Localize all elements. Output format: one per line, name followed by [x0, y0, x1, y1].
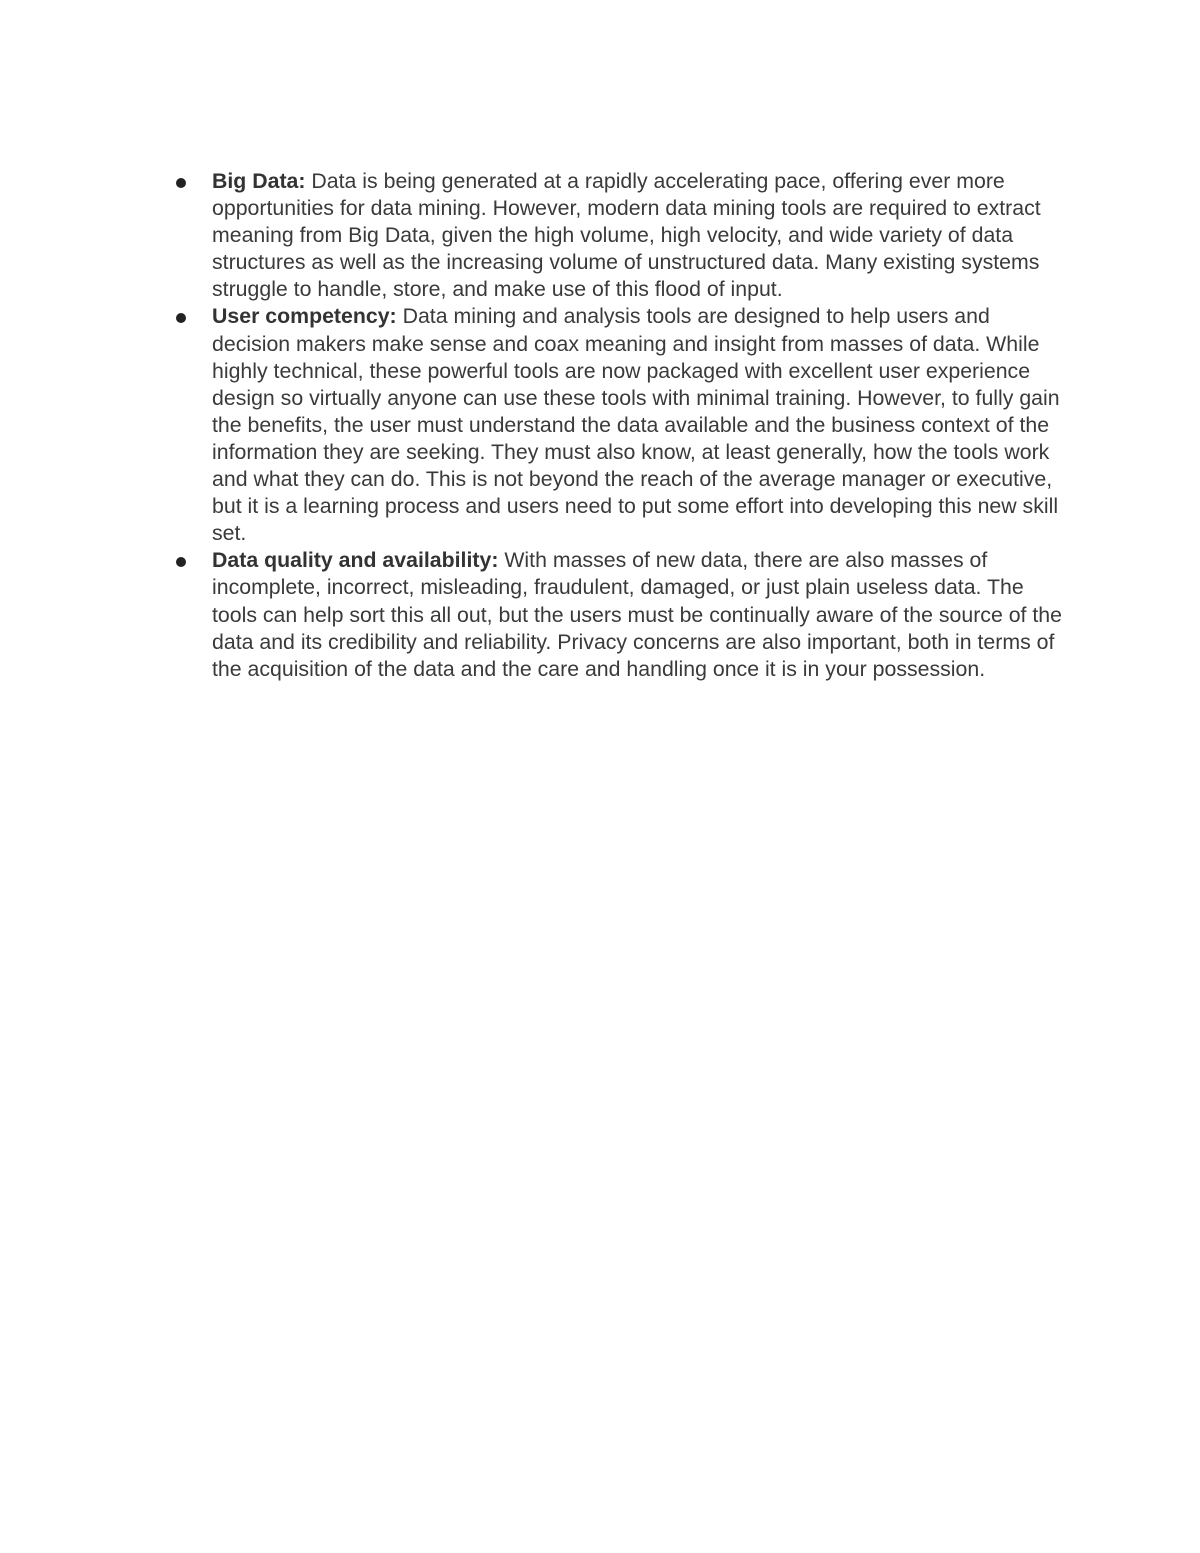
bullet-list: [172, 168, 1062, 683]
item-heading: User competency:: [212, 304, 397, 329]
item-body: Data is being generated at a rapidly accelerating pace, offering ever more opportunities for data mining. However, modern data mining tools are required to extract meaning from Big Data, given the high volume, high velocity, and wide variety of data structures as well as the increasing volume of unstructured data. Many existing systems struggle to handle, store, and make use of this flood of input.: [212, 169, 1041, 302]
bullet-icon: [176, 557, 186, 567]
list-item-big-data: [172, 168, 1062, 303]
item-heading: Data quality and availability:: [212, 548, 499, 573]
item-body: Data mining and analysis tools are designed to help users and decision makers make sense and coax meaning and insight from masses of data. While highly technical, these powerful tools are now packaged with excellent user experience design so virtually anyone can use these tools with minimal training. However, to fully gain the benefits, the user must understand the data available and the business context of the information they are seeking. They must also know, at least generally, how the tools work and what they can do. This is not beyond the reach of the average manager or executive, but it is a learning process and users need to put some effort into developing this new skill set.: [212, 304, 1060, 546]
item-heading: Big Data:: [212, 169, 306, 193]
item-body: With masses of new data, there are also masses of incomplete, incorrect, misleading, fraudulent, damaged, or just plain useless data. The tools can help sort this all out, but the users must be continually aware of the source of the data and its credibility and reliability. Privacy concerns are also important, both in terms of the acquisition of the data and the care and handling once it is in your possession.: [212, 548, 1062, 681]
bullet-icon: [176, 313, 186, 323]
list-item-data-quality: [172, 547, 1062, 682]
list-item-user-competency: [172, 303, 1062, 547]
bullet-icon: [176, 178, 186, 188]
